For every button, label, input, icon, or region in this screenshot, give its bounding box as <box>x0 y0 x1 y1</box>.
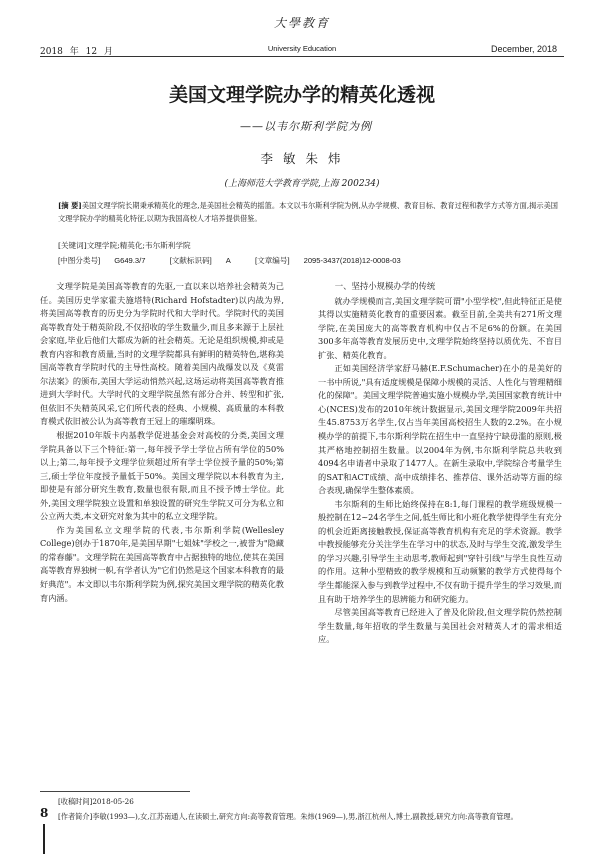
article-subtitle: ——以韦尔斯利学院为例 <box>240 120 372 133</box>
footnote-divider <box>40 791 190 792</box>
body-paragraph: 就办学规模而言,美国文理学院可谓"小型学校",但此特征正是使其得以实施精英化教育的重要因素。截至目前,全美共有271所文理学院,在美国庞大的高等教育机构中仅占不足6%的份额。在美国300多年高等教育发展历史中,文理学院始终坚持以质优先、不盲目扩张、精英化教育。 <box>318 295 562 360</box>
page-edge-rule <box>43 824 45 854</box>
body-paragraph: 作为美国私立文理学院的代表,韦尔斯利学院(Wellesley College)创办于1870年,是美国早期"七姐妹"学校之一,被誉为"隐藏的常春藤"。文理学院在美国高等教育中占据独特的地位,使其在美国高等教育界独树一帜,有学者认为"它们仍然是这个国家本科教育的最好典范"。本文即以韦尔斯利学院为例,探究美国文理学院的精英化教育内涵。 <box>40 524 284 603</box>
footnote-received: [收稿时间]2018-05-26 <box>58 797 134 806</box>
journal-masthead: 大學教育 <box>273 16 330 30</box>
doc-code: A <box>225 256 231 265</box>
body-paragraph: 文理学院是美国高等教育的先驱,一直以来以培养社会精英为己任。美国历史学家霍夫施塔特(Richard Hofstadter)以内战为界,将美国高等教育的历史分为学院时代和大学时代。学院时代的美国高等教育处于精英阶段,不仅招收的学生数量少,而且多来源于上层社会家庭,毕业后他们大都成为新的社会精英。无论是组织规模,抑或是教育内容和教育质量,当时的文理学院都具有鲜明的精英特色,堪称美国高等教育学院时代的主导性高校。随着美国内战爆发以及《莫雷尔法案》的颁布,美国大学运动悄然兴起,这场运动将美国高等教育推进到大学时代。大学时代的文理学院虽然有部分合并、转型和扩张,但依旧不失精英风采,它们所代表的经典、小规模、高质量的本科教育模式依旧被公认为高等教育王冠上的璀璨明珠。 <box>40 281 284 427</box>
body-paragraph: 韦尔斯利的生师比始终保持在8:1,每门课程的教学班级规模一般控制在12~24名学生之间,低生师比和小班化教学使得学生有充分的机会近距离接触教授,保证高等教育机构有充足的学术资源。教学中教授能够充分关注学生在学习中的状态,及时与学生交流,激发学生的学习兴趣,引导学生主动思考,教师起到"穿针引线"与学生良性互动的作用。这种小型精致的教学规模和互动频繁的教学方式使得每个学生都能深入参与到教学过程中,不仅有助于提升学生的学习效果,而且有助于培养学生的思辨能力和研究能力。 <box>318 498 562 604</box>
class-no: G649.3/7 <box>114 256 146 265</box>
footnote-author-bio: [作者简介]李敏(1993—),女,江苏南通人,在读硕士,研究方向:高等教育管理。朱炜(1969—),男,浙江杭州人,博士,副教授,研究方向:高等教育管理。 <box>58 812 518 821</box>
body-column-right <box>318 280 562 647</box>
body-paragraph: 正如美国经济学家舒马赫(E.F.Schumacher)在小的是美好的一书中所说,"具有适度规模是保障小规模的灵活、人性化与管理精细化的保障"。美国文理学院普遍实施小规模办学,美国国家教育统计中心(NCES)发布的2010年统计数据显示,美国文理学院2009年共招生45.8753万名学生,仅占当年美国高校招生人数的2.2%。在小规模办学的前提下,韦尔斯利学院在招生中一直坚持宁缺毋滥的原则,极其严格地控制招生数量。以2004年为例,韦尔斯利学院总共收到4094名申请者中录取了1477人。在新生录取中,学院综合考量学生的SAT和ACT成绩、高中成绩排名、推荐信、课外活动等方面的综合表现,确保学生整体素质。 <box>318 363 562 496</box>
section-heading: 一、坚持小规模办学的传统 <box>334 281 436 291</box>
page-number: 8 <box>40 806 49 820</box>
classification-row <box>58 255 558 266</box>
issue-date-cn: 2018 年 12 月 <box>40 47 113 57</box>
keywords: [关键词]文理学院;精英化;韦尔斯利学院 <box>58 241 191 250</box>
doc-code-label: [文献标识码] <box>169 256 212 265</box>
abstract-label: [摘 要] <box>58 201 82 210</box>
body-paragraph: 根据2010年版卡内基教学促进基金会对高校的分类,美国文理学院具备以下三个特征:第一,每年授予学士学位占所有学位的50%以上;第二,每年授予文理学位须超过所有学士学位授予量的50%;第三,硕士学位年度授予量低于50%。美国文理学院以本科教育为主,即使是有部分研究生教育,数量也很有限,而且不授予博士学位。此外,美国文理学院独立设置和单独设置的研究生学院又可分为私立和公立两大类,本文研究对象为其中的私立文理学院。 <box>40 430 284 522</box>
article-no-label: [文章编号] <box>254 256 290 265</box>
class-no-label: [中图分类号] <box>58 256 101 265</box>
body-paragraph: 尽管美国高等教育已经进入了普及化阶段,但文理学院仍然控制学生数量,每年招收的学生数量与美国社会对精英人才的需求相适应。 <box>318 607 562 645</box>
author-affiliation: (上海师范大学教育学院,上海 200234) <box>224 179 380 189</box>
article-title: 美国文理学院办学的精英化透视 <box>168 84 435 106</box>
abstract <box>58 199 558 225</box>
article-no: 2095-3437(2018)12-0008-03 <box>303 256 401 265</box>
journal-name-en: University Education <box>267 44 337 53</box>
abstract-text: 美国文理学院长期秉承精英化的理念,是美国社会精英的摇篮。本文以韦尔斯利学院为例,从办学规模、教育目标、教育过程和教学方式等方面,揭示美国文理学院办学的精英化特征,以期为我国高校人才培养提供借鉴。 <box>58 201 558 223</box>
header-divider <box>40 56 564 57</box>
issue-date-en: December, 2018 <box>490 44 557 54</box>
article-authors: 李 敏 朱 炜 <box>260 151 344 166</box>
body-column-left <box>40 280 284 605</box>
